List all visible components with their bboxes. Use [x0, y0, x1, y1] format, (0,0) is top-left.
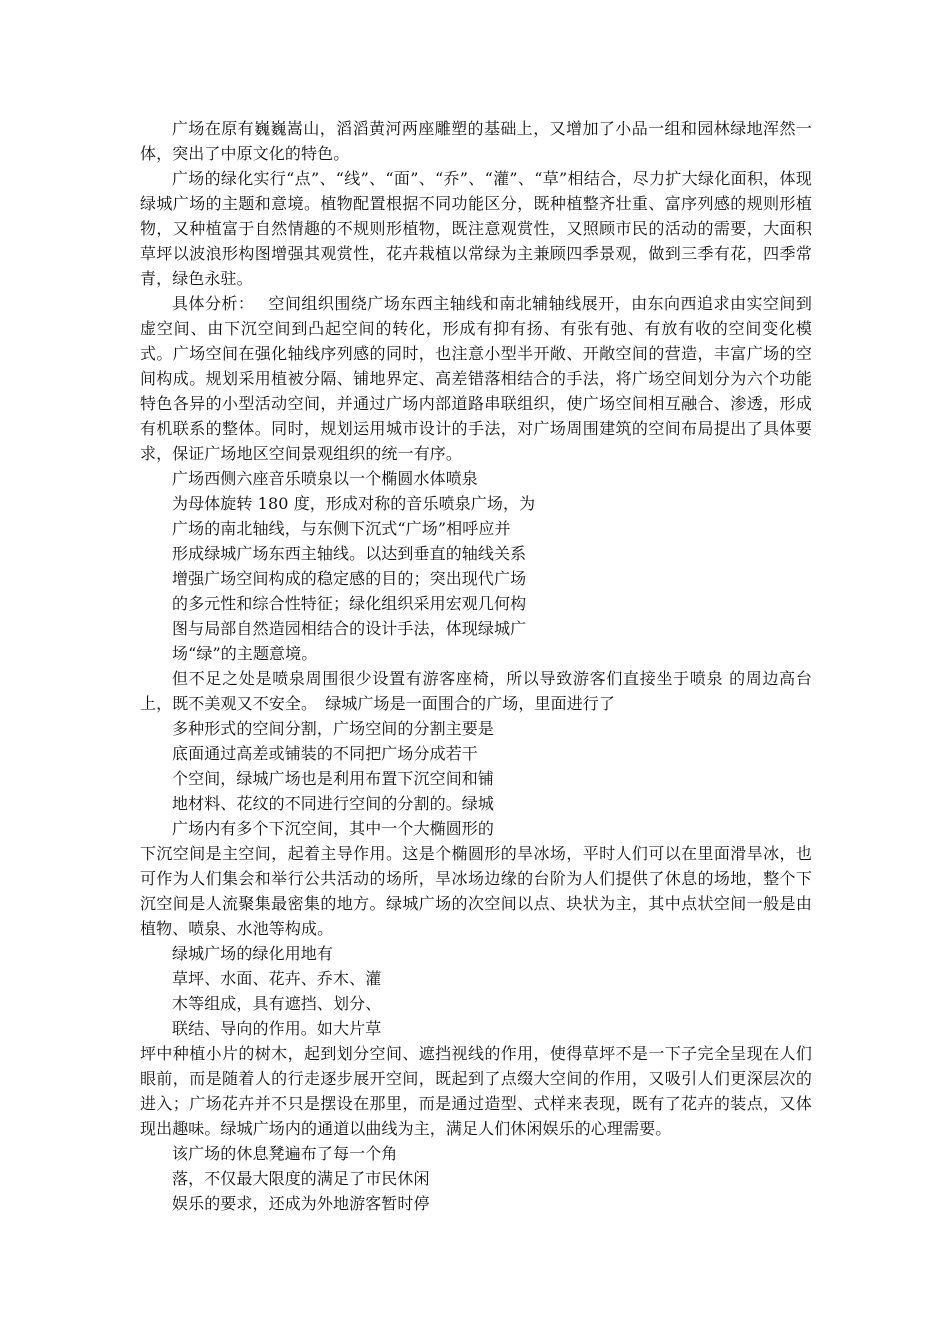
text-line: 多种形式的空间分割，广场空间的分割主要是 [172, 719, 495, 738]
text-line: 联结、导向的作用。如大片草 [172, 1019, 382, 1038]
paragraph-analysis: 具体分析： 空间组织围绕广场东西主轴线和南北辅轴线展开，由东向西追求由实空间到虚空间、由下沉空间到凸起空间的转化，形成有抑有扬、有张有弛、有放有收的空间变化模式。广场空间在强化轴线序列感的同时，也注意小型半开敞、开敞空间的营造，丰富广场的空间构成。规划采用植被分隔、铺地界定、高差错落相结合的手法，将广场空间划分为六个功能特色各异的小型活动空间，并通过广场内部道路串联组织，使广场空间相互融合、渗透，形成有机联系的整体。同时，规划运用城市设计的手法，对广场周围建筑的空间布局提出了具体要求，保证广场地区空间景观组织的统一有序。 [140, 294, 812, 463]
green-land-text-block [140, 941, 812, 1041]
text-line: 广场内有多个下沉空间，其中一个大椭圆形的 [172, 819, 495, 838]
paragraph-sunken-space: 下沉空间是主空间，起着主导作用。这是个椭圆形的旱冰场，平时人们可以在里面滑旱冰，也可作为人们集会和举行公共活动的场所，旱冰场边缘的台阶为人们提供了休息的场地，整个下沉空间是人流聚集最密集的地方。绿城广场的次空间以点、块状为主，其中点状空间一般是由植物、喷泉、水池等构成。 [140, 844, 812, 938]
text-line: 增强广场空间构成的稳定感的目的；突出现代广场 [172, 569, 527, 588]
bench-text-block [140, 1141, 812, 1216]
text-line: 个空间，绿城广场也是利用布置下沉空间和铺 [172, 769, 495, 788]
text-line: 木等组成，具有遮挡、划分、 [172, 994, 382, 1013]
text-line: 地材料、花纹的不同进行空间的分割的。绿城 [172, 794, 495, 813]
text-line: 广场的南北轴线，与东侧下沉式“广场”相呼应并 [172, 519, 511, 538]
text-line: 底面通过高差或铺装的不同把广场分成若干 [172, 744, 478, 763]
paragraph-lawn: 坪中种植小片的树木，起到划分空间、遮挡视线的作用，使得草坪不是一下子完全呈现在人们眼前，而是随着人的行走逐步展开空间，既起到了点缀大空间的作用，又吸引人们更深层次的进入；广场花卉并不只是摆设在那里，而是通过造型、式样来表现，既有了花卉的装点，又体现出趣味。绿城广场内的通道以曲线为主，满足人们休闲娱乐的心理需要。 [140, 1044, 812, 1138]
text-line: 绿城广场的绿化用地有 [172, 944, 334, 963]
text-line: 为母体旋转 180 度，形成对称的音乐喷泉广场，为 [172, 494, 536, 513]
text-line: 形成绿城广场东西主轴线。以达到垂直的轴线关系 [172, 544, 527, 563]
paragraph-sculpture: 广场在原有巍巍嵩山，滔滔黄河两座雕塑的基础上，又增加了小品一组和园林绿地浑然一体，突出了中原文化的特色。 [140, 119, 812, 163]
text-line: 草坪、水面、花卉、乔木、灌 [172, 969, 382, 988]
paragraph-greening: 广场的绿化实行“点”、“线”、“面”、“乔”、“灌”、“草”相结合，尽力扩大绿化面积，体现绿城广场的主题和意境。植物配置根据不同功能区分，既种植整齐壮重、富序列感的规则形植物，又种植富于自然情趣的不规则形植物，既注意观赏性，又照顾市民的活动的需要，大面积草坪以波浪形构图增强其观赏性，花卉栽植以常绿为主兼顾四季景观，做到三季有花，四季常青，绿色永驻。 [140, 169, 812, 288]
text-line: 的多元性和综合性特征；绿化组织采用宏观几何构 [172, 594, 527, 613]
document-body [140, 116, 812, 1216]
fountain-text-block [140, 466, 812, 666]
text-line: 该广场的休息凳遍布了每一个角 [172, 1144, 398, 1163]
space-division-text-block [140, 716, 812, 841]
text-line: 广场西侧六座音乐喷泉以一个椭圆水体喷泉 [172, 469, 478, 488]
text-line: 图与局部自然造园相结合的设计手法，体现绿城广 [172, 619, 527, 638]
paragraph-shortcoming: 但不足之处是喷泉周围很少设置有游客座椅，所以导致游客们直接坐于喷泉 的周边高台上，既不美观又不安全。 绿城广场是一面围合的广场，里面进行了 [140, 669, 812, 713]
text-line: 娱乐的要求，还成为外地游客暂时停 [172, 1194, 430, 1213]
text-line: 场“绿”的主题意境。 [172, 644, 318, 663]
text-line: 落，不仅最大限度的满足了市民休闲 [172, 1169, 430, 1188]
